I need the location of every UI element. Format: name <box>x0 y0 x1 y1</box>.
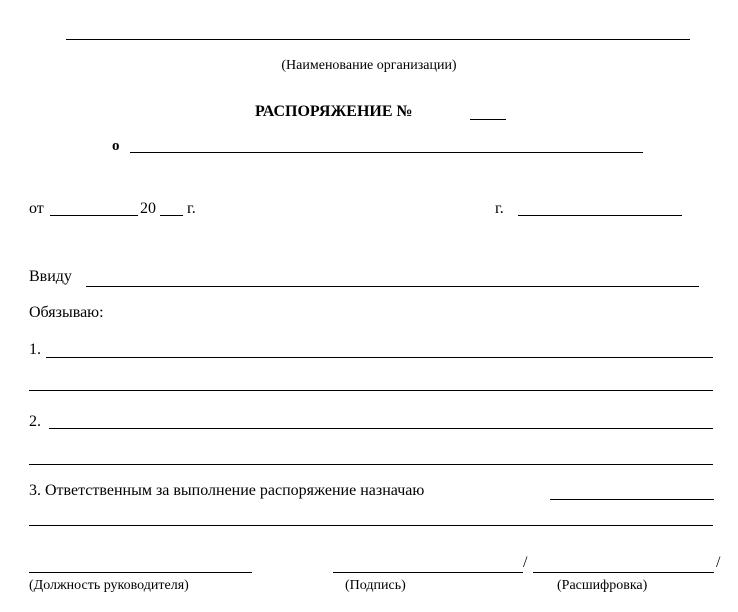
title-text: РАСПОРЯЖЕНИЕ № <box>255 103 413 120</box>
signature-slash-2: / <box>716 554 721 571</box>
position-caption: (Должность руководителя) <box>29 578 189 593</box>
document-title <box>255 104 413 120</box>
item-1-continuation-line[interactable] <box>29 390 713 391</box>
date-from-label: от <box>29 200 44 217</box>
subject-line[interactable] <box>130 152 643 153</box>
org-name-caption: (Наименование организации) <box>281 58 457 73</box>
reason-line[interactable] <box>86 286 699 287</box>
item-1-label: 1. <box>29 341 41 358</box>
item-1-line[interactable] <box>46 357 713 358</box>
signature-caption: (Подпись) <box>345 578 406 593</box>
date-year-suffix: г. <box>187 200 196 217</box>
reason-label: Ввиду <box>29 268 72 285</box>
signature-line[interactable] <box>333 572 523 573</box>
date-year-label: 20 <box>140 200 156 217</box>
org-name-line[interactable] <box>66 39 690 40</box>
item-3-label: 3. Ответственным за выполнение распоряжение назначаю <box>29 482 425 499</box>
item-3-continuation-line[interactable] <box>29 525 713 526</box>
document-number-line[interactable] <box>470 119 506 120</box>
decoding-caption: (Расшифровка) <box>557 578 648 593</box>
position-line[interactable] <box>29 572 252 573</box>
item-2-label: 2. <box>29 413 41 430</box>
item-2-line[interactable] <box>49 428 713 429</box>
date-year-line[interactable] <box>160 215 183 216</box>
city-label: г. <box>495 200 504 217</box>
signature-slash-1: / <box>523 554 528 571</box>
item-2-continuation-line[interactable] <box>29 464 713 465</box>
subject-prefix: о <box>112 138 120 154</box>
city-line[interactable] <box>518 215 682 216</box>
decoding-line[interactable] <box>533 572 714 573</box>
item-3-line[interactable] <box>550 499 714 500</box>
date-day-month-line[interactable] <box>50 215 138 216</box>
oblige-label: Обязываю: <box>29 304 104 321</box>
